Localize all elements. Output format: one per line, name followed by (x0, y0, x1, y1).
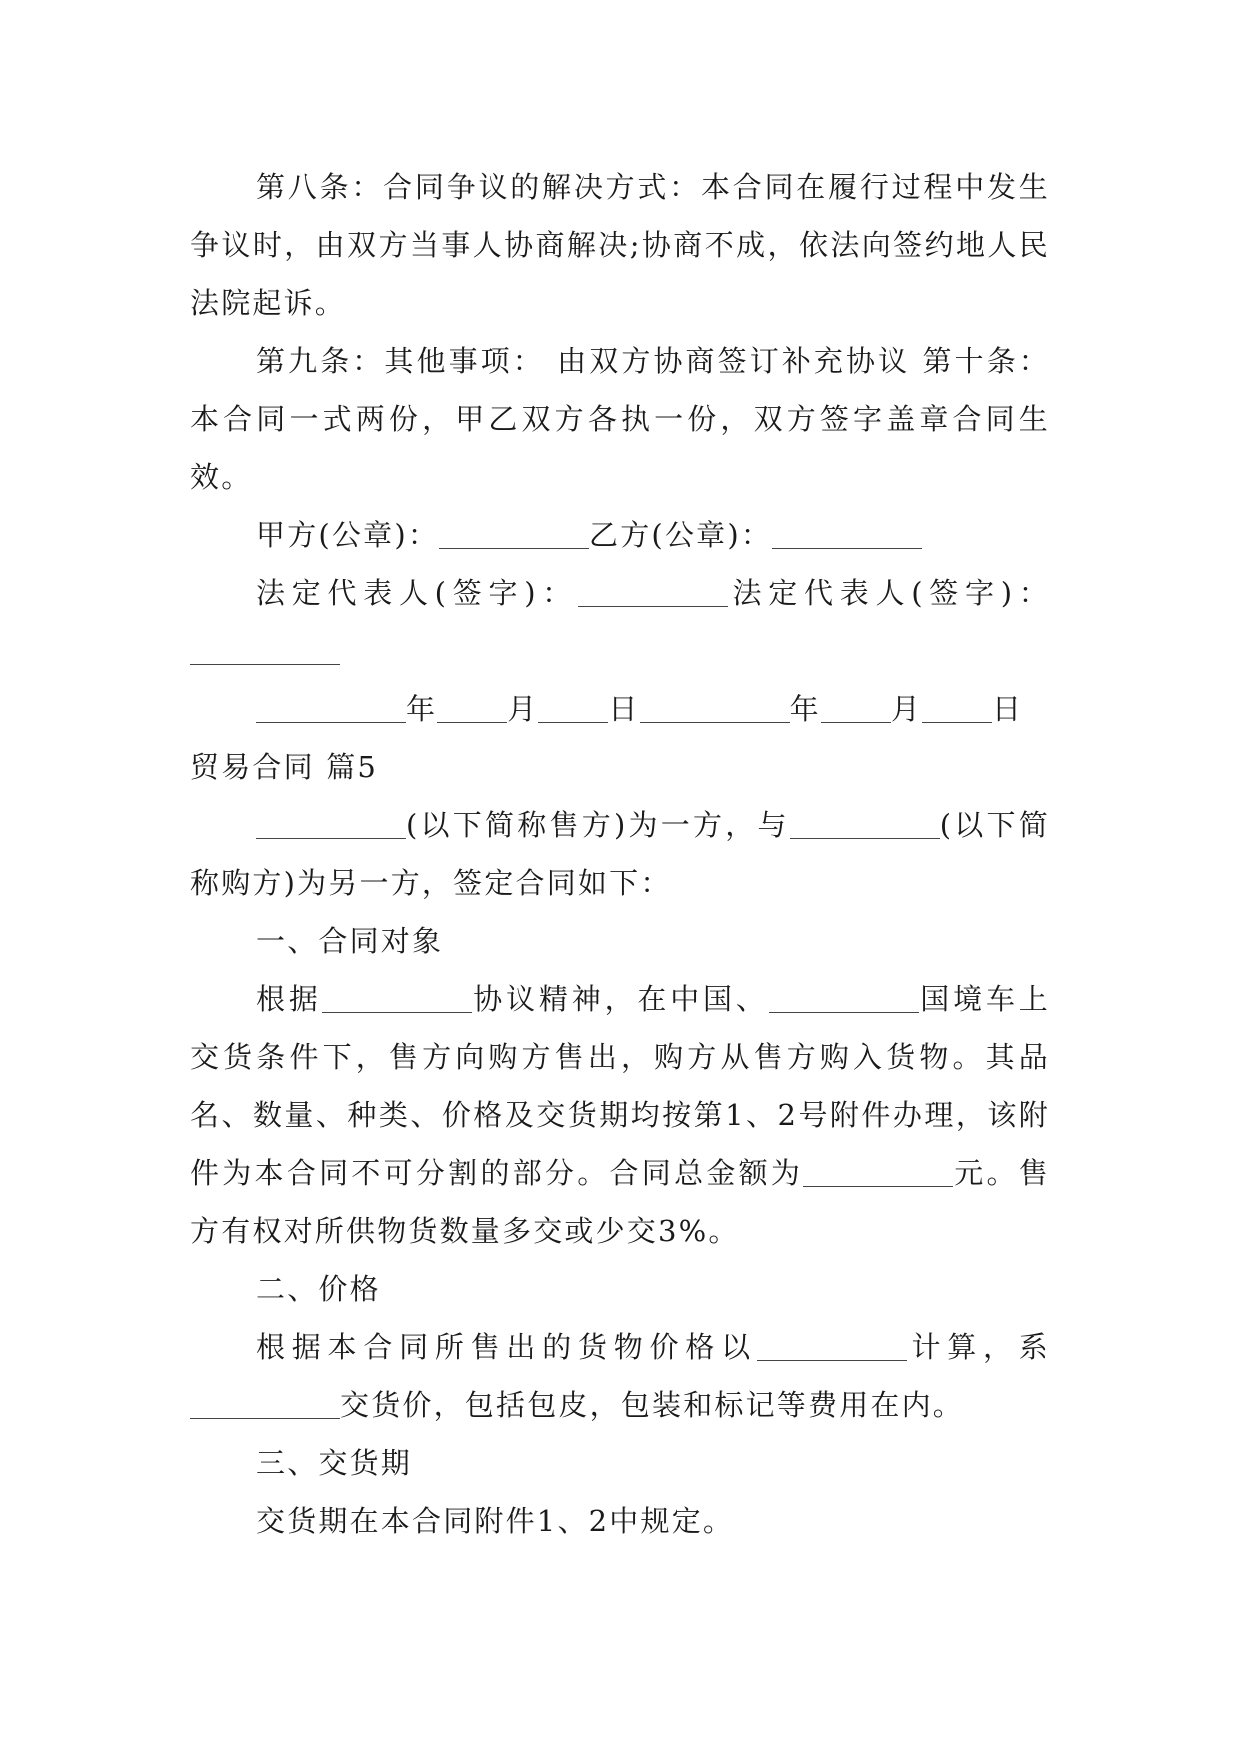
party-b-seal-label: 乙方(公章)： (589, 518, 773, 552)
delivery-term-blank (190, 1417, 340, 1419)
buyer-blank (790, 837, 940, 839)
contract-object-paragraph (190, 970, 1050, 1260)
signature-line (190, 564, 1050, 680)
intro-seller-text: (以下简称售方)为一方，与 (406, 808, 790, 842)
seal-line (190, 506, 1050, 564)
date-line (190, 680, 1050, 738)
year-b-blank (640, 721, 790, 723)
intro-buyer-text: (以下简称购方)为另一方，签定合同如下： (190, 808, 1050, 900)
document-page (190, 158, 1050, 1550)
party-b-seal-blank (772, 547, 922, 549)
p1-text-b: 协议精神，在中国、 (471, 982, 769, 1016)
year-b-label: 年 (789, 692, 821, 726)
rep-b-blank (190, 663, 340, 665)
day-a-label: 日 (608, 692, 640, 726)
day-a-blank (538, 721, 608, 723)
year-a-label: 年 (406, 692, 438, 726)
p1-text-a: 根据 (256, 982, 322, 1016)
heading-delivery-period: 三、交货期 (256, 1446, 413, 1480)
p2-text-a: 根据本合同所售出的货物价格以 (256, 1330, 757, 1364)
agreement-blank (322, 1011, 472, 1013)
p2-text-c: 交货价，包括包皮，包装和标记等费用在内。 (340, 1388, 965, 1422)
intro-paragraph (190, 796, 1050, 912)
delivery-period-paragraph: 交货期在本合同附件1、2中规定。 (256, 1504, 735, 1538)
day-b-blank (922, 721, 992, 723)
p2-text-b: 计算，系 (906, 1330, 1050, 1364)
p1-text-d: 元。售方有权对所供物货数量多交或少交3%。 (190, 1156, 1050, 1248)
month-b-label: 月 (890, 692, 923, 726)
month-b-blank (821, 721, 891, 723)
year-a-blank (256, 721, 406, 723)
p1-text-c: 国境车上交货条件下，售方向购方售出，购方从售方购入货物。其品名、数量、种类、价格及交货期均按第1、2号附件办理，该附件为本合同不可分割的部分。合同总金额为 (190, 982, 1050, 1190)
price-basis-blank (757, 1359, 907, 1361)
heading-contract-object: 一、合同对象 (256, 924, 444, 958)
article-9: 第九条：其他事项： 由双方协商签订补充协议 第十条：本合同一式两份，甲乙双方各执一份，双方签字盖章合同生效。 (190, 344, 1050, 494)
section-title: 贸易合同 篇5 (190, 750, 379, 784)
day-b-label: 日 (992, 692, 1024, 726)
month-a-blank (437, 721, 507, 723)
total-amount-blank (803, 1185, 953, 1187)
rep-b-label: 法定代表人(签字)： (728, 576, 1050, 610)
heading-price: 二、价格 (256, 1272, 381, 1306)
seller-blank (256, 837, 406, 839)
party-a-seal-blank (439, 547, 589, 549)
article-8: 第八条：合同争议的解决方式：本合同在履行过程中发生争议时，由双方当事人协商解决;协商不成，依法向签约地人民法院起诉。 (190, 170, 1050, 320)
country-blank (769, 1011, 919, 1013)
rep-a-label: 法定代表人(签字)： (256, 576, 578, 610)
price-paragraph (190, 1318, 1050, 1434)
month-a-label: 月 (507, 692, 539, 726)
rep-a-blank (578, 605, 728, 607)
party-a-seal-label: 甲方(公章)： (256, 518, 440, 552)
